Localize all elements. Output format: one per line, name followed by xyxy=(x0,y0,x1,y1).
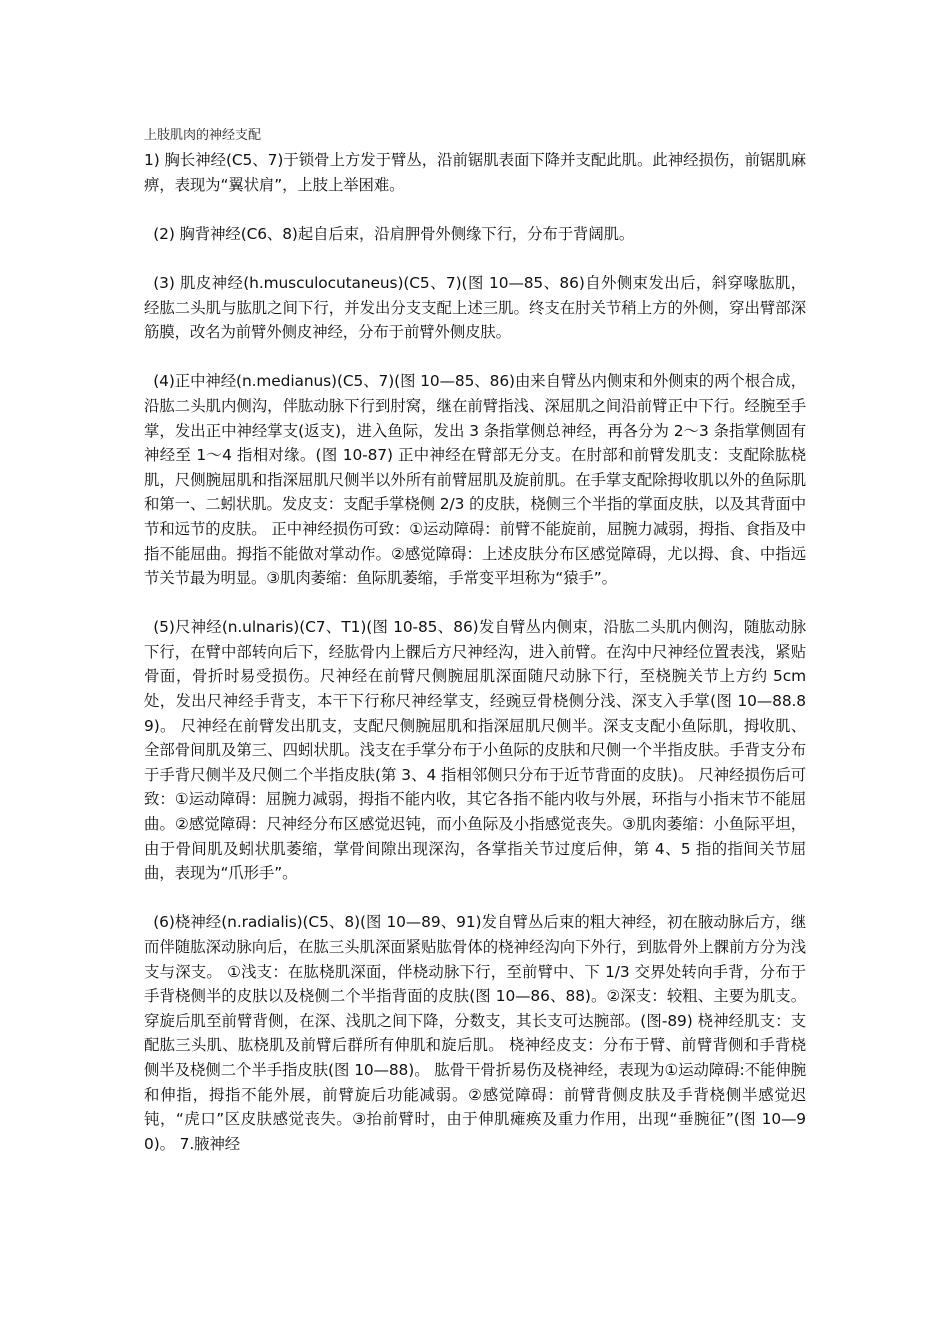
paragraph-gap xyxy=(144,345,806,370)
paragraph-musculocutaneous-nerve: (3) 肌皮神经(h.musculocutaneus)(C5、7)(图 10—85、86)自外侧束发出后，斜穿喙肱肌，经肱二头肌与肱肌之间下行，并发出分支支配上述三肌。终支在肘关节稍上方的外侧，穿出臂部深筋膜，改名为前臂外侧皮神经，分布于前臂外侧皮肤。 xyxy=(144,273,806,342)
paragraph-median-nerve: (4)正中神经(n.medianus)(C5、7)(图 10—85、86)由来自臂丛内侧束和外侧束的两个根合成，沿肱二头肌内侧沟，伴肱动脉下行到肘窝，继在前臂指浅、深屈肌之间沿前臂正中下行。经腕至手掌，发出正中神经掌支(返支)，进入鱼际，发出 3 条指掌侧总神经，再各分为 2～3 条指掌侧固有神经至 1～4 指相对缘。(图 10-87) 正中神经在臂部无分支。在肘部和前臂发肌支：支配除肱桡肌，尺侧腕屈肌和指深屈肌尺侧半以外所有前臂屈肌及旋前肌。在手掌支配除拇收肌以外的鱼际肌和第一、二蚓状肌。发皮支：支配手掌桡侧 2/3 的皮肤，桡侧三个半指的掌面皮肤，以及其背面中节和远节的皮肤。 正中神经损伤可致：①运动障碍：前臂不能旋前，屈腕力减弱，拇指、食指及中指不能屈曲。拇指不能做对掌动作。②感觉障碍：上述皮肤分布区感觉障碍，尤以拇、食、中指远节关节最为明显。③肌肉萎缩：鱼际肌萎缩，手常变平坦称为“猿手”。 xyxy=(144,372,806,588)
paragraph-long-thoracic-nerve: 1) 胸长神经(C5、7)于锁骨上方发于臂丛，沿前锯肌表面下降并支配此肌。此神经损伤，前锯肌麻痹，表现为“翼状肩”，上肢上举困难。 xyxy=(144,151,806,194)
paragraph-gap xyxy=(144,591,806,616)
paragraph-radial-nerve: (6)桡神经(n.radialis)(C5、8)(图 10—89、91)发自臂丛后束的粗大神经，初在腋动脉后方，继而伴随肱深动脉向后，在肱三头肌深面紧贴肱骨体的桡神经沟向下外行，到肱骨外上髁前方分为浅支与深支。 ①浅支：在肱桡肌深面，伴桡动脉下行，至前臂中、下 1/3 交界处转向手背，分布于手背桡侧半的皮肤以及桡侧二个半指背面的皮肤(图 10—86、88)。②深支：较粗、主要为肌支。穿旋后肌至前臂背侧，在深、浅肌之间下降，分数支，其长支可达腕部。(图-89) 桡神经肌支：支配肱三头肌、肱桡肌及前臂后群所有伸肌和旋后肌。 桡神经皮支：分布于臂、前臂背侧和手背桡侧半及桡侧二个半手指皮肤(图 10—88)。 肱骨干骨折易伤及桡神经，表现为①运动障碍:不能伸腕和伸指，拇指不能外展，前臂旋后功能减弱。②感觉障碍：前臂背侧皮肤及手背桡侧半感觉迟钝，“虎口”区皮肤感觉丧失。③抬前臂时，由于伸肌瘫痪及重力作用，出现“垂腕征”(图 10—90)。 7.腋神经 xyxy=(144,913,806,1153)
paragraph-gap xyxy=(144,886,806,911)
document-title: 上肢肌肉的神经支配 xyxy=(144,128,262,143)
paragraph-gap xyxy=(144,197,806,222)
paragraph-thoracodorsal-nerve: (2) 胸背神经(C6、8)起自后束，沿肩胛骨外侧缘下行，分布于背阔肌。 xyxy=(153,224,635,243)
document-page xyxy=(144,126,806,1156)
paragraph-ulnar-nerve: (5)尺神经(n.ulnaris)(C7、T1)(图 10-85、86)发自臂丛内侧束，沿肱二头肌内侧沟，随肱动脉下行，在臂中部转向后下，经肱骨内上髁后方尺神经沟，进入前臂。在沟中尺神经位置表浅，紧贴骨面，骨折时易受损伤。尺神经在前臂尺侧腕屈肌深面随尺动脉下行，至桡腕关节上方约 5cm 处，发出尺神经手背支，本干下行称尺神经掌支，经豌豆骨桡侧分浅、深支入手掌(图 10—88.89)。 尺神经在前臂发出肌支，支配尺侧腕屈肌和指深屈肌尺侧半。深支支配小鱼际肌，拇收肌、全部骨间肌及第三、四蚓状肌。浅支在手掌分布于小鱼际的皮肤和尺侧一个半指皮肤。手背支分布于手背尺侧半及尺侧二个半指皮肤(第 3、4 指相邻侧只分布于近节背面的皮肤)。 尺神经损伤后可致：①运动障碍：屈腕力减弱，拇指不能内收，其它各指不能内收与外展，环指与小指末节不能屈曲。②感觉障碍：尺神经分布区感觉迟钝，而小鱼际及小指感觉丧失。③肌肉萎缩：小鱼际平坦，由于骨间肌及蚓状肌萎缩，掌骨间隙出现深沟，各掌指关节过度后伸，第 4、5 指的指间关节屈曲，表现为“爪形手”。 xyxy=(144,618,806,883)
paragraph-gap xyxy=(144,246,806,271)
